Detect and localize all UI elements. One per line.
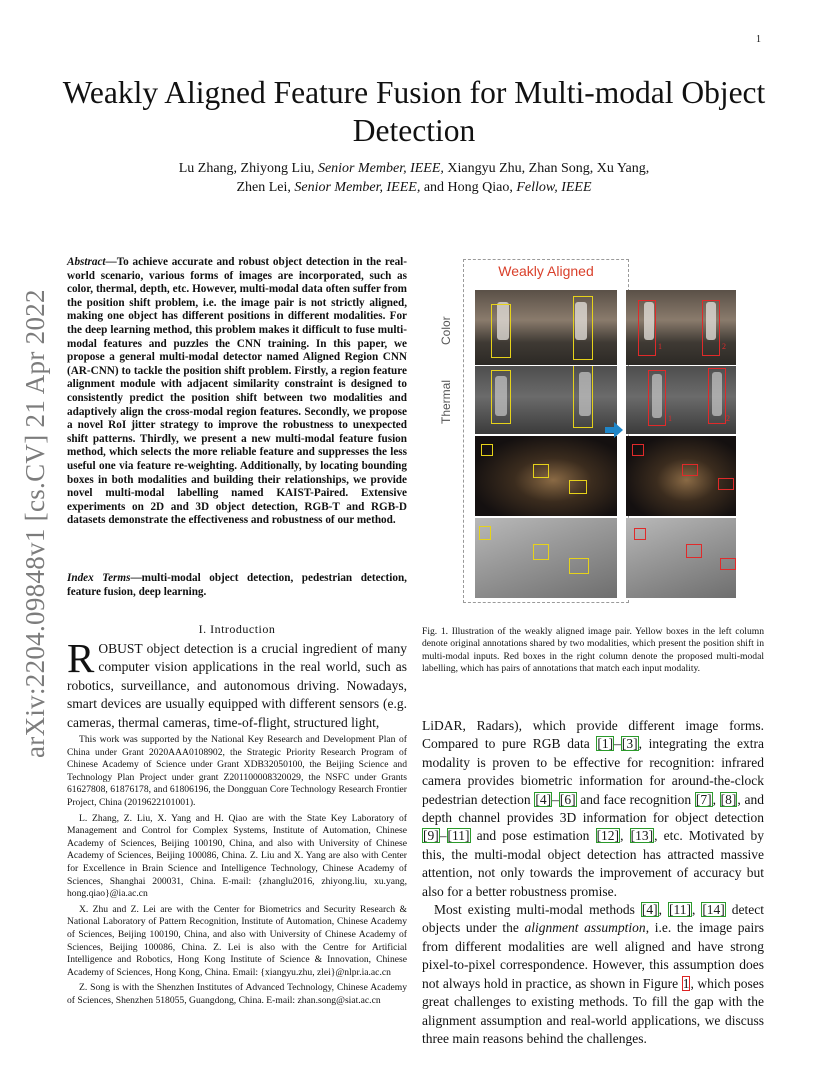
- text-run: ,: [691, 902, 702, 918]
- yellow-box: [569, 480, 587, 494]
- drop-cap: R: [67, 635, 95, 681]
- red-box: [682, 464, 698, 476]
- text-run: , integrating the extra modality is proven to be effective for recognition: infrared camera provides biometric information for around-the-clock pedestrian detection: [422, 736, 764, 807]
- yellow-box: [491, 370, 511, 424]
- text-run: LiDAR, Radars), which provide different image forms. Compared to pure RGB data: [422, 718, 764, 752]
- box-number: 1: [668, 414, 672, 423]
- abstract: [67, 256, 407, 528]
- red-box: [638, 300, 656, 356]
- citation-link[interactable]: [14]: [702, 902, 725, 918]
- arxiv-identifier-stamp: arXiv:2204.09848v1 [cs.CV] 21 Apr 2022: [20, 289, 50, 758]
- footnote-affiliation-1: L. Zhang, Z. Liu, X. Yang and H. Qiao are with the State Key Laboratory of Management and Control for Complex Systems, Institute of Automation, Chinese Academy of Sciences, Beijing 100190, China, and also with University of Chinese Academy of Sciences, Beijing 100086, China. Z. Liu and X. Yang are also with Center for Excellence in Brain Science and Intelligence Technology, Chinese Academy of Sciences, Shanghai 200031, China. E-mail: {zhanglu2016, zhiyong.liu, xu.yang, hong.qiao}@ia.ac.cn: [67, 812, 407, 900]
- citation-link[interactable]: [9]: [423, 828, 439, 844]
- color-night-image-right: [626, 436, 736, 516]
- text-run: ,: [658, 902, 668, 918]
- figure-reference-link[interactable]: 1: [682, 975, 690, 991]
- text-run: , etc. Motivated by this, the multi-modal object detection has attracted massive attention, not only towards the improvement of accuracy but also for a better robustness promise.: [422, 828, 765, 899]
- arrow-right-icon: [614, 422, 623, 438]
- yellow-box: [491, 304, 511, 358]
- text-run: ,: [712, 791, 720, 807]
- section-heading-introduction: I. Introduction: [198, 622, 276, 636]
- red-box: [720, 558, 736, 570]
- authors-line2-c: and Hong Qiao,: [420, 180, 517, 195]
- paragraph-continuation: [422, 717, 764, 901]
- thermal-road-image-left: [475, 518, 617, 598]
- thermal-image-right: [626, 366, 736, 434]
- red-box: [648, 370, 666, 426]
- index-terms-text: —multi-modal object detection, pedestrian detection, feature fusion, deep learning.: [67, 572, 407, 598]
- citation-link[interactable]: [8]: [720, 791, 737, 807]
- red-box: [634, 528, 646, 540]
- emphasis: alignment assumption: [524, 920, 646, 936]
- citation-link[interactable]: [13]: [630, 828, 654, 844]
- footnote-funding: This work was supported by the National Key Research and Development Plan of China under Grant 2020AAA0108902, the Strategic Priority Research Program of Chinese Academy of Science under Grant XDB32050100, the Beijing Science and Technology Plan Project under grant Z201100008320029, the NSFC under Grants 61627808, 61876178, and 61806196, the Dongguan Core Technology Research Frontier Project, China (2019622101001).: [67, 734, 407, 808]
- label-color: Color: [439, 316, 453, 345]
- red-box: [632, 444, 644, 456]
- yellow-box: [533, 464, 549, 478]
- color-image-left: [475, 290, 617, 365]
- citation-link[interactable]: [11]: [447, 828, 470, 844]
- figure-title: Weakly Aligned: [498, 263, 594, 279]
- color-image-right: [626, 290, 736, 365]
- citation-link[interactable]: [12]: [596, 828, 620, 844]
- citation-link[interactable]: [3]: [621, 736, 638, 752]
- text-run: , i.e. the image pairs from different modalities are well aligned and have strong pixel-to-pixel correspondence. However, this assumption does not always hold in practice, as shown in Figure: [422, 920, 764, 991]
- introduction-paragraph: [67, 635, 407, 732]
- box-number: 2: [726, 414, 730, 423]
- authors-line2-b: Senior Member, IEEE,: [294, 180, 421, 195]
- box-number: 1: [658, 342, 662, 351]
- authors-line1-c: Xiangyu Zhu, Zhan Song, Xu Yang,: [443, 161, 650, 176]
- red-box: [702, 300, 720, 356]
- abstract-label: Abstract: [67, 256, 106, 268]
- citation-link[interactable]: [1]: [597, 736, 614, 752]
- paper-title: Weakly Aligned Feature Fusion for Multi-modal Object Detection: [62, 75, 766, 148]
- author-list: [90, 159, 738, 197]
- yellow-box: [533, 544, 549, 560]
- red-box: [718, 478, 734, 490]
- footnotes: [67, 734, 407, 1010]
- red-box: [686, 544, 702, 558]
- red-box: [708, 368, 726, 424]
- yellow-box: [569, 558, 589, 574]
- text-run: and face recognition: [576, 791, 695, 807]
- text-run: , and depth channel provides 3D information for object detection: [422, 791, 764, 826]
- text-run: –: [614, 736, 621, 752]
- introduction-text: OBUST object detection is a crucial ingredient of many computer vision applications in the real world, such as robotics, surveillance, and autonomous driving. Nowadays, smart devices are usually equipped with different sensors (e.g. cameras, thermal cameras, time-of-flight, structured light,: [67, 641, 407, 730]
- page-number: 1: [756, 34, 761, 45]
- text-run: –: [439, 828, 447, 844]
- footnote-affiliation-2: X. Zhu and Z. Lei are with the Center for Biometrics and Security Research & National Laboratory of Pattern Recognition, Institute of Automation, Chinese Academy of Sciences, Beijing 100190, China, and also with University of Chinese Academy of Sciences, Beijing 100086, China. Z. Lei is also with the Centre for Artificial Intelligence and Robotics, Hong Kong Institute of Science & Innovation, Chinese Academy of Sciences, Hong Kong, China. Email: {xiangyu.zhu, zlei}@nlpr.ia.ac.cn: [67, 903, 407, 978]
- authors-line1-b: Senior Member, IEEE,: [317, 161, 444, 176]
- color-night-image-left: [475, 436, 617, 516]
- text-run: and pose estimation: [470, 828, 596, 844]
- thermal-road-image-right: [626, 518, 736, 598]
- text-run: –: [552, 791, 559, 807]
- abstract-text: —To achieve accurate and robust object detection in the real-world scenario, various forms of images are incorporated, such as color, thermal, depth, etc. However, multi-modal data often suffer from the position shift problem, i.e. the image pair is not strictly aligned, making one object has different positions in different modalities. For the deep learning method, this problem makes it difficult to fuse multi-modal features and puzzles the CNN training. In this paper, we propose a general multi-modal detector named Aligned Region CNN (AR-CNN) to tackle the position shift problem. Firstly, a region feature alignment module with adjacent similarity constraint is designed to consistently predict the position shift between two modalities and adaptively align the cross-modal region features. Secondly, we propose a novel RoI jitter strategy to improve the robustness to unexpected shift patterns. Thirdly, we present a new multi-modal feature fusion method, which selects the more reliable feature and suppresses the less useful one via feature re-weighting. Additionally, by locating bounding boxes in both modalities and building their relationships, we provide novel multi-modal labelling named KAIST-Paired. Extensive experiments on 2D and 3D object detection, RGB-T and RGB-D datasets demonstrate the effectiveness and robustness of our method.: [67, 256, 407, 527]
- yellow-box: [479, 526, 491, 540]
- box-number: 2: [722, 342, 726, 351]
- thermal-image-left: [475, 366, 617, 434]
- figure-weakly-aligned: [430, 256, 764, 608]
- citation-link[interactable]: [4]: [535, 791, 552, 807]
- yellow-box: [481, 444, 493, 456]
- text-run: detect objects under the: [422, 902, 765, 936]
- text-run: , which poses great challenges to existing methods. To fill the gap with the alignment assumption and real-world applications, we discuss three main reasons behind the challenges.: [422, 975, 764, 1046]
- authors-line1-a: Lu Zhang, Zhiyong Liu,: [178, 161, 318, 176]
- citation-link[interactable]: [6]: [559, 791, 576, 807]
- text-run: ,: [620, 828, 630, 844]
- text-run: Most existing multi-modal methods: [434, 902, 641, 918]
- figure-caption: Fig. 1. Illustration of the weakly aligned image pair. Yellow boxes in the left column denote original annotations shared by two modalities, which present the position shift in multi-modal inputs. Red boxes in the right column denote the proposed multi-modal labelling, which has pairs of annotations that match each input modality.: [422, 626, 764, 675]
- right-column-body: [422, 717, 764, 1048]
- authors-line2-a: Zhen Lei,: [236, 180, 295, 195]
- footnote-affiliation-3: Z. Song is with the Shenzhen Institutes of Advanced Technology, Chinese Academy of Sciences, Shenzhen 518055, Guangdong, China. E-mail: zhan.song@siat.ac.cn: [67, 982, 407, 1006]
- citation-link[interactable]: [4]: [641, 902, 658, 918]
- citation-link[interactable]: [11]: [668, 902, 691, 918]
- index-terms-label: Index Terms: [67, 572, 131, 584]
- yellow-box: [573, 366, 593, 428]
- authors-line2-d: Fellow, IEEE: [516, 180, 592, 195]
- label-thermal: Thermal: [439, 379, 453, 424]
- index-terms: [67, 572, 407, 599]
- paragraph-alignment-assumption: [422, 901, 764, 1048]
- citation-link[interactable]: [7]: [695, 791, 712, 807]
- yellow-box: [573, 296, 593, 360]
